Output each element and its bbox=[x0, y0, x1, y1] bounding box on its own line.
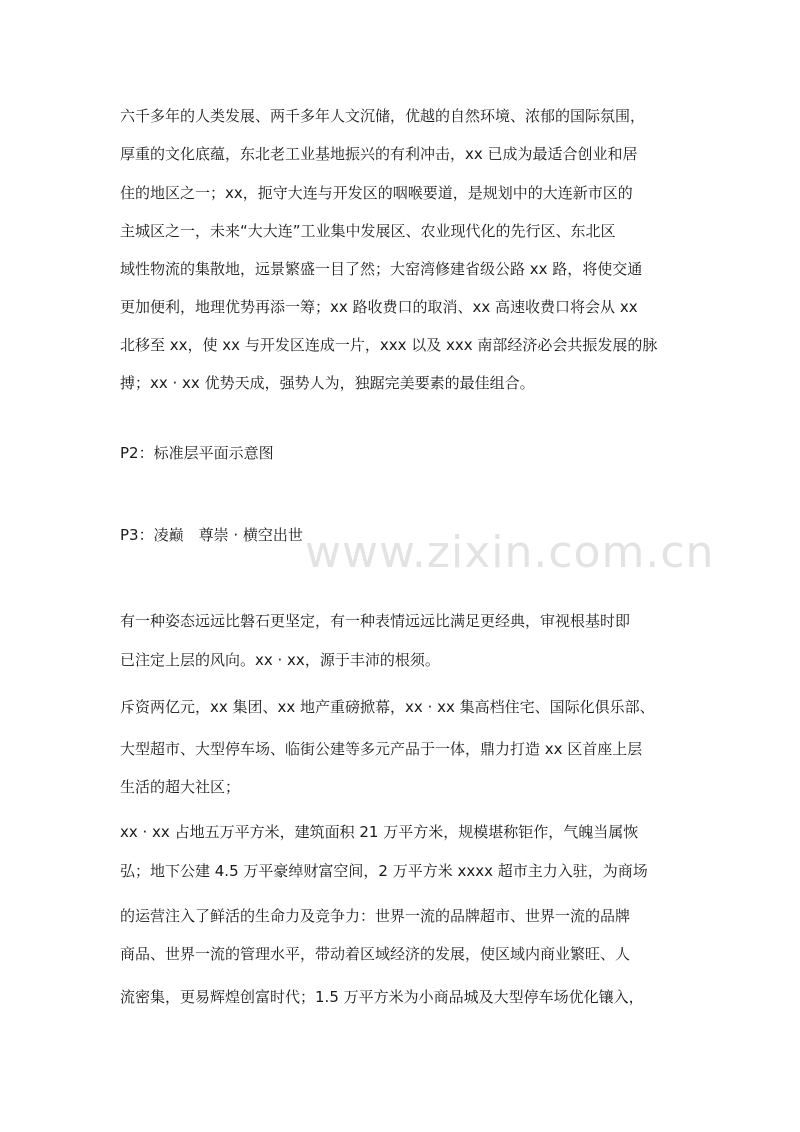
text-line: 住的地区之一；xx，扼守大连与开发区的咽喉要道，是规划中的大连新市区的 bbox=[120, 184, 633, 202]
text-line: 大型超市、大型停车场、临街公建等多元产品于一体，鼎力打造 xx 区首座上层 bbox=[120, 740, 643, 758]
text-line: 的运营注入了鲜活的生命力及竞争力：世界一流的品牌超市、世界一流的品牌 bbox=[120, 907, 631, 925]
text-line: 更加便利，地理优势再添一筹；xx 路收费口的取消、xx 高速收费口将会从 xx bbox=[120, 298, 638, 316]
text-line: 厚重的文化底蕴，东北老工业基地振兴的有利冲击，xx 已成为最适合创业和居 bbox=[120, 145, 638, 163]
text-line: 主城区之一，未来“大大连”工业集中发展区、农业现代化的先行区、东北区 bbox=[120, 222, 616, 240]
text-line: 有一种姿态远远比磐石更坚定，有一种表情远远比满足更经典，审视根基时即 bbox=[120, 612, 631, 630]
text-line: 已注定上层的风向。xx · xx，源于丰沛的根须。 bbox=[120, 651, 440, 669]
section-heading-p3: P3：凌巅 尊崇 · 横空出世 bbox=[120, 526, 303, 544]
text-line: 斥资两亿元，xx 集团、xx 地产重磅掀幕，xx · xx 集高档住宅、国际化俱乐部、 bbox=[120, 698, 655, 716]
text-line: 域性物流的集散地，远景繁盛一目了然；大窑湾修建省级公路 xx 路，将使交通 bbox=[120, 260, 643, 278]
text-line: 弘；地下公建 4.5 万平豪绰财富空间，2 万平方米 xxxx 超市主力入驻，为商场 bbox=[120, 862, 648, 880]
text-line: xx · xx 占地五万平方米，建筑面积 21 万平方米，规模堪称钜作，气魄当属恢 bbox=[120, 823, 639, 841]
text-line: 搏；xx · xx 优势天成，强势人为，独踞完美要素的最佳组合。 bbox=[120, 374, 535, 392]
text-line: 流密集，更易辉煌创富时代；1.5 万平方米为小商品城及大型停车场优化镶入， bbox=[120, 988, 644, 1006]
text-line: 北移至 xx，使 xx 与开发区连成一片，xxx 以及 xxx 南部经济必会共振发展的脉 bbox=[120, 336, 658, 354]
watermark: www.zixin.com.cn bbox=[305, 527, 715, 578]
text-line: 生活的超大社区； bbox=[120, 778, 241, 796]
text-line: 商品、世界一流的管理水平，带动着区域经济的发展，使区域内商业繁旺、人 bbox=[120, 945, 631, 963]
section-heading-p2: P2：标准层平面示意图 bbox=[120, 444, 274, 462]
text-line: 六千多年的人类发展、两千多年人文沉储，优越的自然环境、浓郁的国际氛围， bbox=[120, 107, 646, 125]
